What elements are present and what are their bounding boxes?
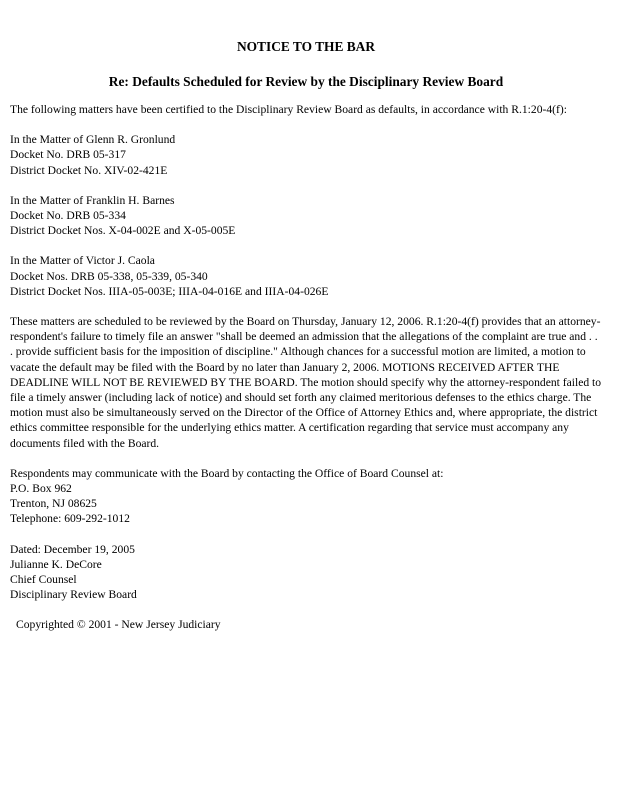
matter-name: In the Matter of Franklin H. Barnes: [10, 193, 175, 207]
matter-docket: Docket Nos. DRB 05-338, 05-339, 05-340: [10, 269, 208, 283]
contact-city: Trenton, NJ 08625: [10, 497, 97, 511]
intro-paragraph: The following matters have been certified to the Disciplinary Review Board as defaults, in accordance with R.1:20-4(f):: [10, 103, 567, 116]
schedule-paragraph: These matters are scheduled to be reviewed by the Board on Thursday, January 12, 2006. R.1:20-4(f) provides that an attorney-respondent's failure to timely file an answer "shall be deemed an admission that the allegations of the complaint are true and . . . provide sufficient basis for the imposition of discipline." Although chances for a successful motion are limited, a motion to vacate the default may be filed with the Board by no later than January 2, 2006. MOTIONS RECEIVED AFTER THE DEADLINE WILL NOT BE REVIEWED BY THE BOARD. The motion should specify why the attorney-respondent failed to file a timely answer (including lack of notice) and should set forth any claimed meritorious defenses to the ethics charge. The motion must also be simultaneously served on the Director of the Office of Attorney Ethics and, where appropriate, the district ethics committee responsible for the underlying ethics matter. A certification regarding that service must accompany any documents filed with the Board.: [10, 315, 602, 450]
matter-gronlund: [10, 132, 602, 178]
matter-docket: Docket No. DRB 05-334: [10, 209, 126, 223]
copyright-notice: Copyrighted © 2001 - New Jersey Judiciary: [16, 618, 221, 632]
signature-role: Chief Counsel: [10, 573, 77, 587]
signature-org: Disciplinary Review Board: [10, 588, 137, 602]
signature-block: [10, 542, 602, 603]
page-subtitle: Re: Defaults Scheduled for Review by the Disciplinary Review Board: [108, 74, 504, 89]
matter-district-docket: District Docket Nos. IIIA-05-003E; IIIA-04-016E and IIIA-04-026E: [10, 284, 329, 298]
matter-name: In the Matter of Glenn R. Gronlund: [10, 133, 176, 147]
contact-po-box: P.O. Box 962: [10, 482, 72, 496]
contact-phone: Telephone: 609-292-1012: [10, 512, 130, 526]
matter-district-docket: District Docket Nos. X-04-002E and X-05-005E: [10, 224, 236, 238]
matter-name: In the Matter of Victor J. Caola: [10, 254, 155, 268]
contact-intro: Respondents may communicate with the Board by contacting the Office of Board Counsel at:: [10, 466, 444, 480]
matter-caola: [10, 253, 602, 299]
page-title: NOTICE TO THE BAR: [236, 39, 376, 54]
signature-date: Dated: December 19, 2005: [10, 542, 135, 556]
matter-docket: Docket No. DRB 05-317: [10, 148, 126, 162]
matter-barnes: [10, 193, 602, 239]
matter-district-docket: District Docket No. XIV-02-421E: [10, 163, 168, 177]
contact-block: [10, 466, 602, 527]
signature-name: Julianne K. DeCore: [10, 557, 102, 571]
